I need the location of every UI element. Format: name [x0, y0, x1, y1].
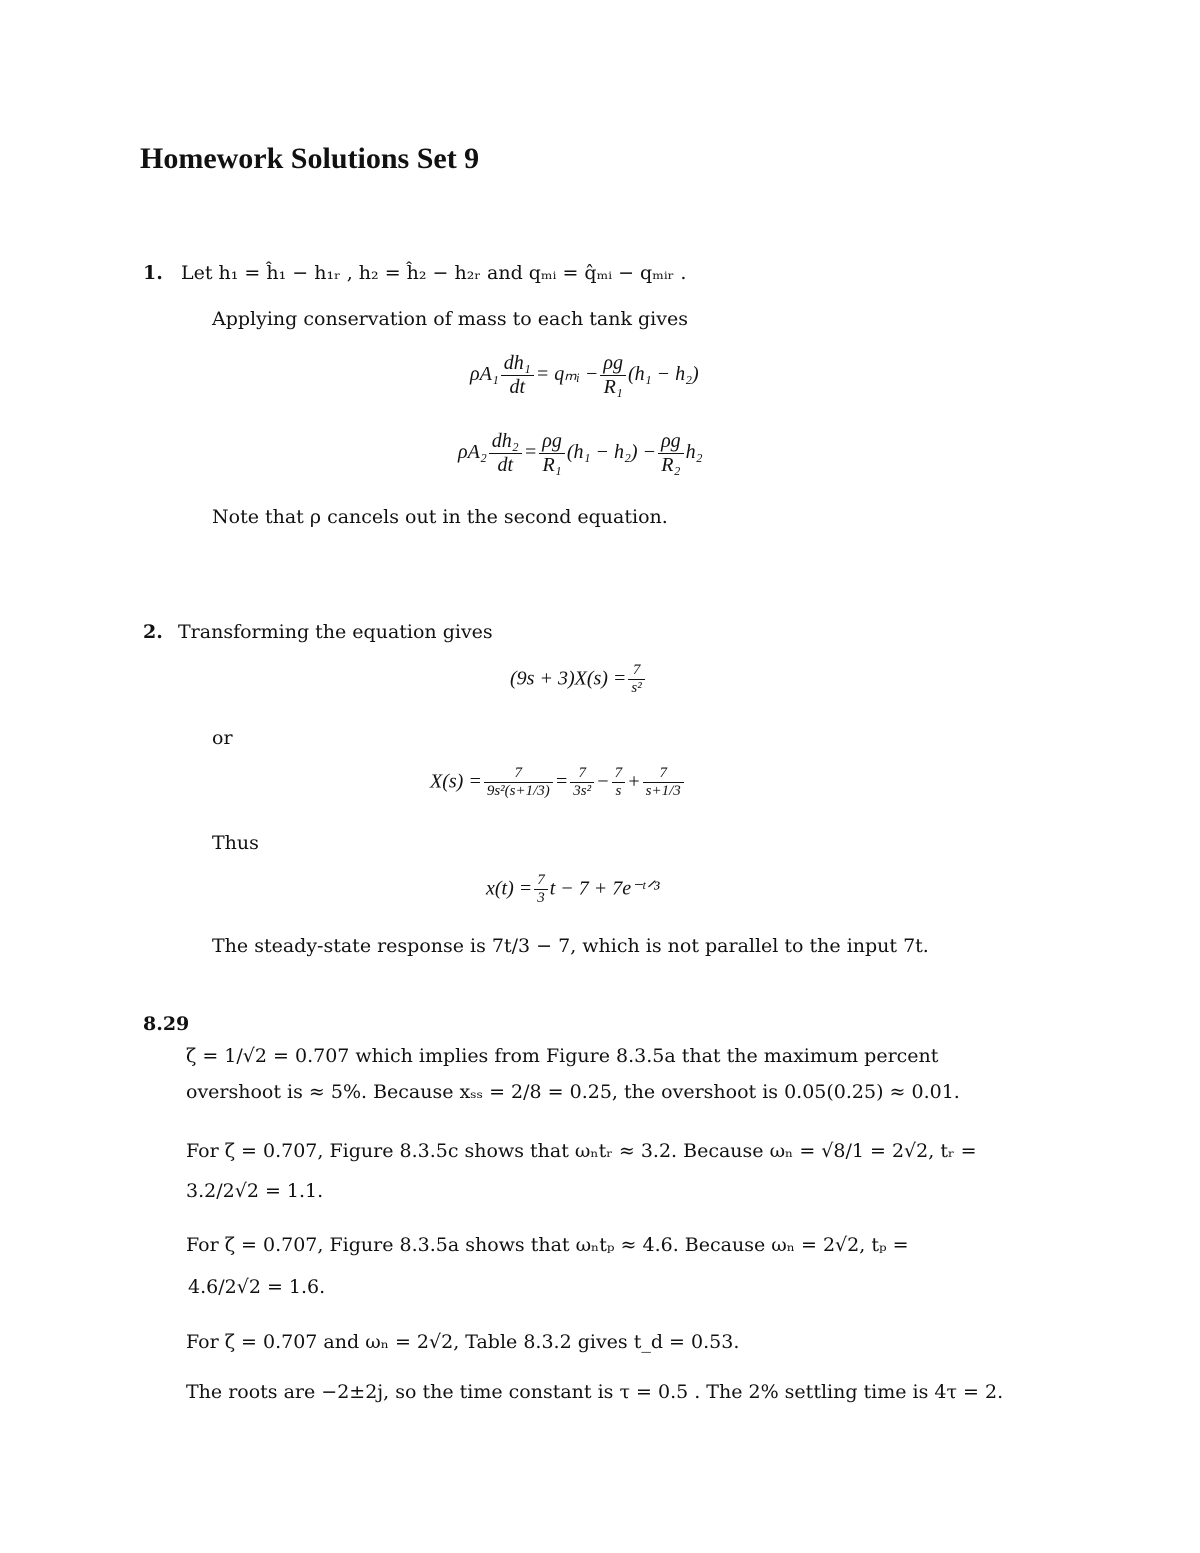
eq2-rhs: h₂ — [685, 441, 703, 464]
eq2-mid: (h₁ − h₂) − — [566, 441, 657, 464]
problem-1-number: 1. — [143, 262, 163, 284]
p829-line-3: For ζ = 0.707, Figure 8.3.5c shows that ωₙtᵣ ≈ 3.2. Because ωₙ = √8/1 = 2√2, tᵣ = — [186, 1140, 977, 1162]
problem-2-intro: Transforming the equation gives — [178, 621, 493, 643]
p829-line-8: The roots are −2±2j, so the time constant is τ = 0.5 . The 2% settling time is 4τ = 2. — [186, 1381, 1004, 1403]
pf-equals: = — [554, 770, 569, 793]
eq2-frac3-den: R₂ — [661, 454, 681, 476]
word-or: or — [212, 727, 233, 749]
problem-1-definitions: Let h₁ = ĥ₁ − h₁ᵣ , h₂ = ĥ₂ − h₂ᵣ and qₘᵢ = q̂ₘᵢ − qₘᵢᵣ . — [181, 262, 687, 284]
page-title: Homework Solutions Set 9 — [140, 142, 480, 175]
problem-1-note: Note that ρ cancels out in the second equation. — [212, 506, 668, 528]
eq1-frac2-den: R₁ — [603, 376, 623, 398]
equation-partial-fractions — [430, 765, 686, 801]
problem-2-steady-state: The steady-state response is 7t/3 − 7, which is not parallel to the input 7t. — [212, 935, 929, 957]
problem-8-29-number: 8.29 — [143, 1013, 190, 1035]
tr-frac-den: 3 — [537, 890, 545, 907]
pf-frac2-den: 3s² — [573, 783, 592, 800]
pf-frac1-den: 9s²(s+1/3) — [486, 783, 550, 800]
word-thus: Thus — [212, 832, 259, 854]
eq1-frac1-num: dh₁ — [501, 352, 534, 376]
pf-plus: + — [627, 770, 641, 793]
p829-line-6: 4.6/2√2 = 1.6. — [188, 1276, 326, 1298]
equation-transform — [510, 662, 647, 698]
eq1-lhs: ρA₁ — [470, 363, 499, 386]
eq2-equals: = — [523, 441, 538, 464]
equation-tank-2 — [458, 430, 703, 477]
p829-line-1: ζ = 1/√2 = 0.707 which implies from Figure 8.3.5a that the maximum percent — [186, 1045, 939, 1067]
problem-2-number: 2. — [143, 621, 163, 643]
transform-den: s² — [631, 680, 642, 697]
eq1-frac2-num: ρg — [600, 352, 626, 376]
pf-frac3-num: 7 — [612, 765, 626, 783]
pf-frac1-num: 7 — [484, 765, 553, 783]
pf-frac4-num: 7 — [643, 765, 684, 783]
tr-rhs: t − 7 + 7e⁻ᵗᐟ³ — [549, 877, 660, 900]
pf-frac4-den: s+1/3 — [645, 783, 681, 800]
transform-lhs: (9s + 3)X(s) = — [510, 667, 627, 690]
p829-line-5: For ζ = 0.707, Figure 8.3.5a shows that ωₙtₚ ≈ 4.6. Because ωₙ = 2√2, tₚ = — [186, 1234, 909, 1256]
eq2-frac1-num: dh₂ — [489, 430, 522, 454]
equation-time-response — [486, 872, 660, 908]
transform-num: 7 — [628, 662, 644, 680]
eq2-frac1-den: dt — [497, 454, 514, 476]
tr-frac-num: 7 — [534, 872, 548, 890]
p829-line-2: overshoot is ≈ 5%. Because xₛₛ = 2/8 = 0.25, the overshoot is 0.05(0.25) ≈ 0.01. — [186, 1081, 960, 1103]
eq2-frac3-num: ρg — [658, 430, 684, 454]
eq1-mid: = qₘᵢ − — [535, 363, 599, 386]
p829-line-4: 3.2/2√2 = 1.1. — [186, 1180, 324, 1202]
eq1-rhs: (h₁ − h₂) — [627, 363, 699, 386]
pf-frac2-num: 7 — [570, 765, 594, 783]
eq2-frac2-num: ρg — [539, 430, 565, 454]
p829-line-7: For ζ = 0.707 and ωₙ = 2√2, Table 8.3.2 gives t_d = 0.53. — [186, 1331, 740, 1353]
eq2-lhs: ρA₂ — [458, 441, 487, 464]
tr-lhs: x(t) = — [486, 877, 533, 900]
equation-tank-1 — [470, 352, 699, 399]
pf-lhs: X(s) = — [430, 770, 482, 793]
eq1-frac1-den: dt — [509, 376, 526, 398]
problem-1-applying: Applying conservation of mass to each tank gives — [212, 308, 688, 330]
pf-frac3-den: s — [615, 783, 622, 800]
eq2-frac2-den: R₁ — [542, 454, 562, 476]
pf-minus: − — [596, 770, 610, 793]
